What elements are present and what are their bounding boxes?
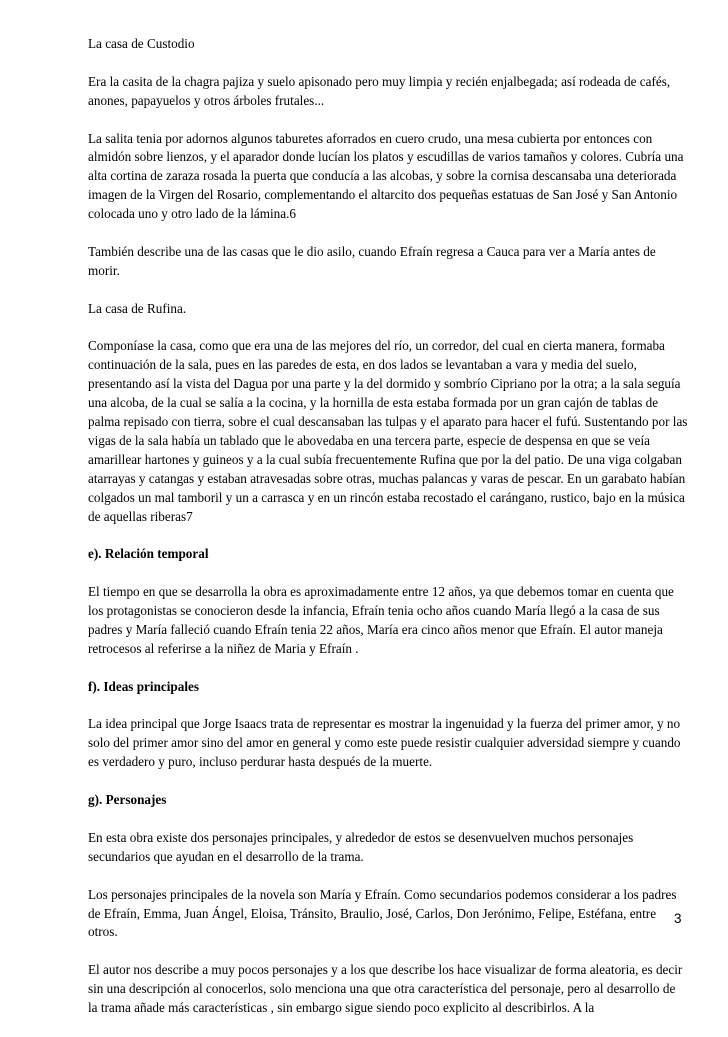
document-body: [88, 35, 688, 1037]
section-heading-personajes: g). Personajes: [88, 792, 167, 808]
paragraph-personajes-intro: En esta obra existe dos personajes principales, y alrededor de estos se desenvuelven muchos personajes secundarios que ayudan en el desarrollo de la trama.: [88, 829, 634, 864]
section-heading-ideas-principales: f). Ideas principales: [88, 678, 199, 694]
paragraph-casa-rufina-description: Componíase la casa, como que era una de las mejores del río, un corredor, del cual en cierta manera, formaba continuación de la sala, pues en las paredes de esta, en dos lados se levantaban a vara y media del suelo, presentando así la vista del Dagua por una parte y la del dormido y sombrío Cipriano por la otra; a la sala seguía una alcoba, de la cual se salía a la cocina, y la hornilla de esta estaba formada por un gran cajón de tablas de palma repisado con tierra, sobre el cual descansaban las tulpas y el aparato para hacer el fufú. Sustentando por las vigas de la sala había un tablado que le abovedaba en una tercera parte, especie de despensa en que se veía amarillear hartones y guineos y a la cual subía frecuentemente Rufina que por la del patio. De una viga colgaban atarrayas y catangas y estaban atravesadas sobre otras, muchas palancas y varas de pescar. En un garabato habían colgados un mal tamboril y un a carrasca y en un rincón estaba recostado el carángano, rustico, bajo en la música de aquellas riberas7: [88, 338, 688, 524]
section-heading-relacion-temporal: e). Relación temporal: [88, 546, 209, 562]
paragraph-ideas-principales: La idea principal que Jorge Isaacs trata de representar es mostrar la ingenuidad y la fuerza del primer amor, y no solo del primer amor sino del amor en general y como este puede resistir cualquier adversidad siempre y cuando es verdadero y puro, incluso perdurar hasta después de la muerte.: [88, 716, 681, 770]
paragraph-personajes-descripcion: El autor nos describe a muy pocos personajes y a los que describe los hace visualizar de forma aleatoria, es decir sin una descripción al conocerlos, solo menciona una que otra característica del personaje, pero al desarrollo de la trama añade más características , sin embargo sigue siendo poco explicito al describirlos. A la: [88, 962, 683, 1016]
paragraph-casa-custodio-title: La casa de Custodio: [88, 36, 195, 51]
paragraph-relacion-temporal: El tiempo en que se desarrolla la obra es aproximadamente entre 12 años, ya que debemos tomar en cuenta que los protagonistas se conocieron desde la infancia, Efraín tenia ocho años cuando María llegó a la casa de sus padres y María falleció cuando Efraín tenia 22 años, María era cinco años menor que Efraín. El autor maneja retrocesos al referirse a la niñez de Maria y Efraín .: [88, 584, 674, 656]
paragraph-casita-description: Era la casita de la chagra pajiza y suelo apisonado pero muy limpia y recién enjalbegada; así rodeada de cafés, anones, papayuelos y otros árboles frutales...: [88, 73, 671, 108]
paragraph-salita-description: La salita tenia por adornos algunos taburetes aforrados en cuero crudo, una mesa cubierta por entonces con almidón sobre lienzos, y el aparador donde lucían los platos y escudillas de varios tamaños y colores. Cubría una alta cortina de zaraza rosada la puerta que conducía a las alcobas, y sobre la cornisa descansaba una deteriorada imagen de la Virgen del Rosario, complementando el altarcito dos pequeñas estatuas de San José y San Antonio colocada uno y otro lado de la lámina.6: [88, 130, 684, 222]
paragraph-casa-rufina-title: La casa de Rufina.: [88, 300, 187, 316]
paragraph-personajes-lista: Los personajes principales de la novela son María y Efraín. Como secundarios podemos considerar a los padres de Efraín, Emma, Juan Ángel, Eloisa, Tránsito, Braulio, José, Carlos, Don Jerónimo, Felipe, Estéfana, entre otros.: [88, 886, 677, 940]
paragraph-casas-asilo: También describe una de las casas que le dio asilo, cuando Efraín regresa a Cauca para ver a María antes de morir.: [88, 243, 656, 278]
page-number: 3: [674, 911, 682, 926]
